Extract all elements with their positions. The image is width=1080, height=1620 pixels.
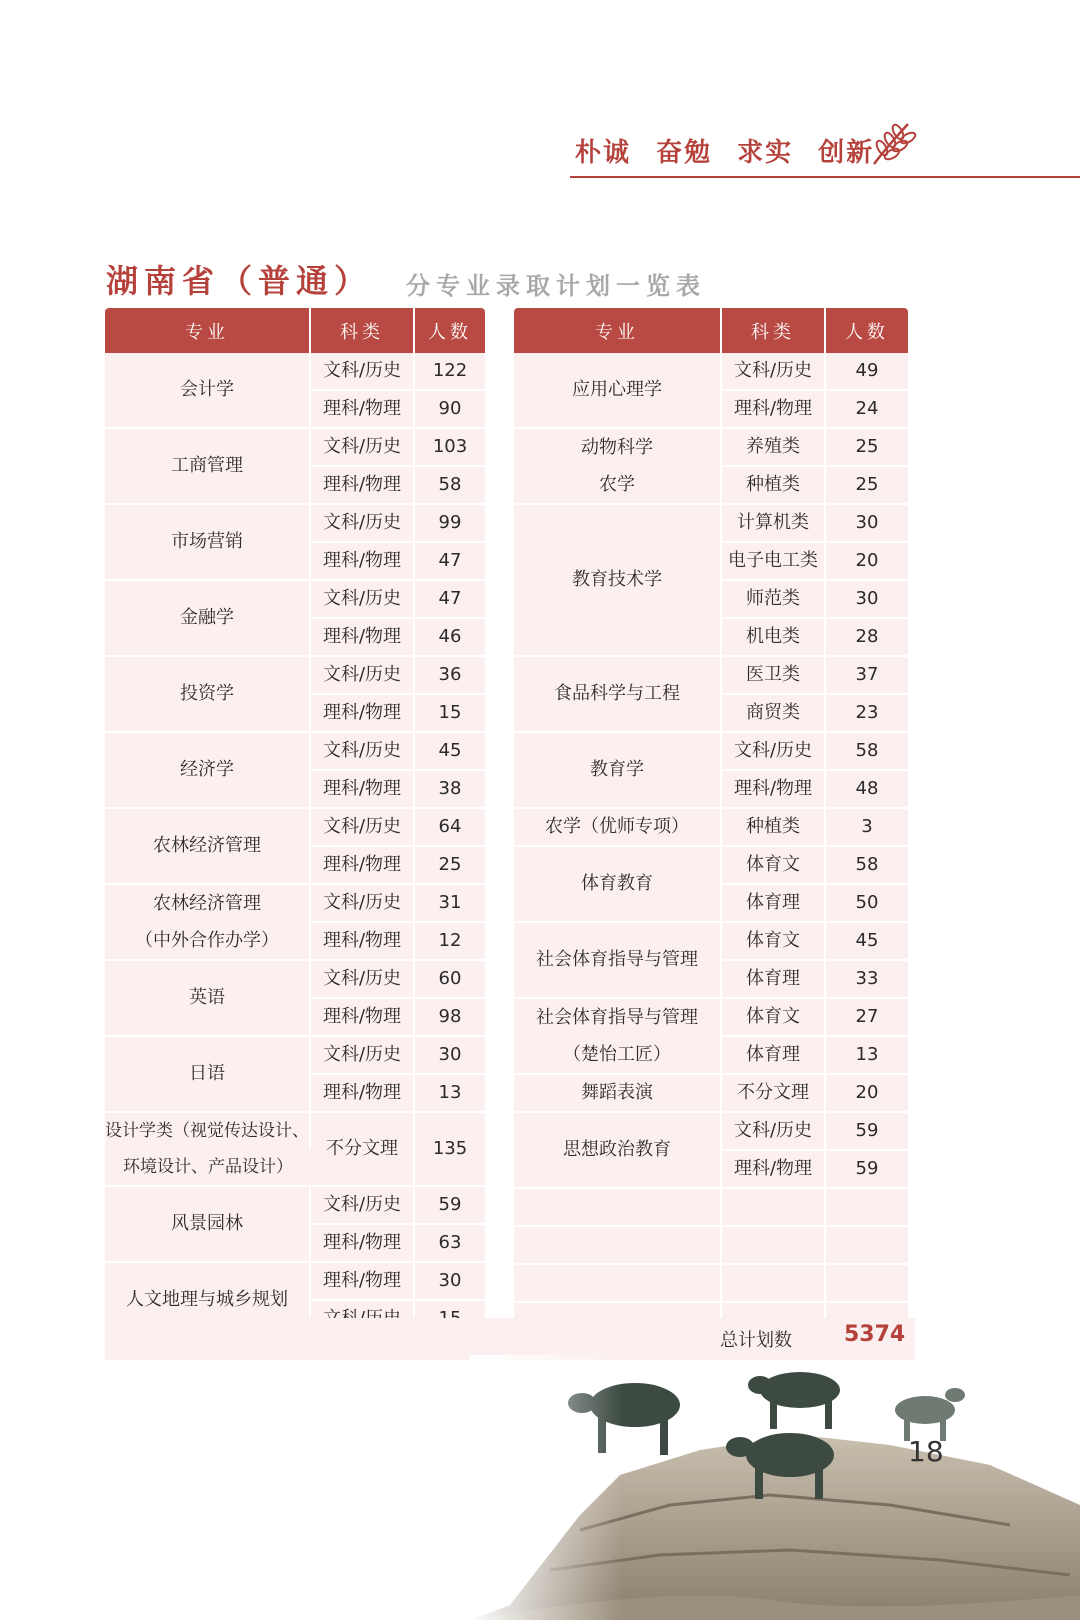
major-cell: 英语 — [105, 961, 311, 1037]
major-cell: 环境设计、产品设计） — [105, 1149, 311, 1187]
col-header-major: 专业 — [514, 308, 722, 353]
page-title: 湖南省（普通） — [106, 262, 373, 300]
count-cell: 47 — [415, 543, 485, 581]
count-cell: 48 — [826, 771, 908, 809]
major-cell: 金融学 — [105, 581, 311, 657]
col-header-count: 人数 — [415, 308, 485, 353]
category-cell: 理科/物理 — [311, 695, 415, 733]
col-header-count: 人数 — [826, 308, 908, 353]
motto-word: 奋勉 — [656, 138, 713, 168]
table-header-row — [105, 308, 485, 353]
count-cell: 59 — [826, 1113, 908, 1151]
category-cell: 理科/物理 — [311, 619, 415, 657]
major-cell: 人文地理与城乡规划 — [105, 1263, 311, 1339]
category-cell: 商贸类 — [722, 695, 826, 733]
major-cell: 动物科学 — [514, 429, 722, 467]
motto-word: 求实 — [737, 138, 794, 168]
table-row — [105, 961, 485, 999]
empty-cell — [514, 1265, 722, 1303]
category-cell: 理科/物理 — [311, 391, 415, 429]
count-cell: 30 — [826, 505, 908, 543]
header-rule — [570, 176, 1080, 178]
count-cell: 13 — [415, 1075, 485, 1113]
major-cell: 日语 — [105, 1037, 311, 1113]
count-cell: 27 — [826, 999, 908, 1037]
major-cell: 思想政治教育 — [514, 1113, 722, 1189]
wheat-icon — [868, 118, 918, 168]
table-row — [105, 1187, 485, 1225]
count-cell: 13 — [826, 1037, 908, 1075]
count-cell: 45 — [415, 733, 485, 771]
count-cell: 59 — [826, 1151, 908, 1189]
count-cell: 20 — [826, 1075, 908, 1113]
category-cell: 医卫类 — [722, 657, 826, 695]
count-cell: 47 — [415, 581, 485, 619]
category-cell: 体育文 — [722, 999, 826, 1037]
category-cell: 理科/物理 — [311, 847, 415, 885]
count-cell: 28 — [826, 619, 908, 657]
count-cell: 25 — [826, 429, 908, 467]
count-cell: 23 — [826, 695, 908, 733]
major-cell: 食品科学与工程 — [514, 657, 722, 733]
table-row — [514, 505, 908, 543]
category-cell: 文科/历史 — [722, 733, 826, 771]
category-cell: 文科/历史 — [311, 1037, 415, 1075]
count-cell: 3 — [826, 809, 908, 847]
empty-cell — [514, 1227, 722, 1265]
table-row — [514, 353, 908, 391]
table-row — [514, 1227, 908, 1265]
category-cell: 文科/历史 — [311, 809, 415, 847]
page-subtitle: 分专业录取计划一览表 — [406, 272, 706, 300]
category-cell: 机电类 — [722, 619, 826, 657]
count-cell: 60 — [415, 961, 485, 999]
category-cell: 体育理 — [722, 885, 826, 923]
table-row — [514, 1075, 908, 1113]
table-row — [105, 581, 485, 619]
category-cell: 师范类 — [722, 581, 826, 619]
major-cell: 社会体育指导与管理 — [514, 923, 722, 999]
category-cell: 不分文理 — [311, 1113, 415, 1187]
category-cell: 理科/物理 — [311, 923, 415, 961]
count-cell: 135 — [415, 1113, 485, 1187]
major-cell: 应用心理学 — [514, 353, 722, 429]
table-row — [105, 733, 485, 771]
category-cell: 文科/历史 — [722, 1113, 826, 1151]
table-row — [105, 1113, 485, 1149]
count-cell: 122 — [415, 353, 485, 391]
empty-cell — [514, 1189, 722, 1227]
empty-cell — [722, 1189, 826, 1227]
count-cell: 25 — [826, 467, 908, 505]
total-row — [105, 1318, 915, 1360]
right-table — [514, 308, 908, 1341]
major-cell: 农学 — [514, 467, 722, 505]
count-cell: 49 — [826, 353, 908, 391]
table-row — [514, 923, 908, 961]
category-cell: 文科/历史 — [311, 1187, 415, 1225]
category-cell: 养殖类 — [722, 429, 826, 467]
category-cell: 不分文理 — [722, 1075, 826, 1113]
motto — [575, 132, 888, 169]
table-row — [514, 847, 908, 885]
category-cell: 理科/物理 — [311, 1263, 415, 1301]
count-cell: 45 — [826, 923, 908, 961]
major-cell: 会计学 — [105, 353, 311, 429]
major-cell: （中外合作办学） — [105, 923, 311, 961]
category-cell: 理科/物理 — [311, 467, 415, 505]
category-cell: 文科/历史 — [311, 657, 415, 695]
empty-cell — [722, 1227, 826, 1265]
category-cell: 理科/物理 — [311, 1225, 415, 1263]
col-header-category: 科类 — [311, 308, 415, 353]
major-cell: 投资学 — [105, 657, 311, 733]
major-cell: 社会体育指导与管理 — [514, 999, 722, 1037]
table-header-row — [514, 308, 908, 353]
major-cell: （楚怡工匠） — [514, 1037, 722, 1075]
count-cell: 24 — [826, 391, 908, 429]
major-cell: 农林经济管理 — [105, 885, 311, 923]
count-cell: 103 — [415, 429, 485, 467]
major-cell: 体育教育 — [514, 847, 722, 923]
count-cell: 46 — [415, 619, 485, 657]
table-row — [105, 923, 485, 961]
count-cell: 58 — [826, 847, 908, 885]
count-cell: 37 — [826, 657, 908, 695]
count-cell: 31 — [415, 885, 485, 923]
count-cell: 36 — [415, 657, 485, 695]
table-row — [105, 429, 485, 467]
category-cell: 文科/历史 — [722, 353, 826, 391]
major-cell: 工商管理 — [105, 429, 311, 505]
table-row — [514, 467, 908, 505]
category-cell: 文科/历史 — [311, 353, 415, 391]
left-table — [105, 308, 485, 1339]
total-label: 总计划数 — [720, 1330, 792, 1351]
col-header-major: 专业 — [105, 308, 311, 353]
bull-sculpture-illustration — [470, 1355, 1080, 1620]
major-cell: 市场营销 — [105, 505, 311, 581]
category-cell: 种植类 — [722, 467, 826, 505]
category-cell: 计算机类 — [722, 505, 826, 543]
category-cell: 文科/历史 — [311, 885, 415, 923]
count-cell: 33 — [826, 961, 908, 999]
empty-cell — [826, 1189, 908, 1227]
table-row — [514, 999, 908, 1037]
category-cell: 电子电工类 — [722, 543, 826, 581]
count-cell: 20 — [826, 543, 908, 581]
category-cell: 体育文 — [722, 923, 826, 961]
category-cell: 体育理 — [722, 1037, 826, 1075]
count-cell: 15 — [415, 695, 485, 733]
motto-word: 朴诚 — [575, 138, 632, 168]
count-cell: 58 — [826, 733, 908, 771]
count-cell: 98 — [415, 999, 485, 1037]
table-row — [514, 1189, 908, 1227]
major-cell: 设计学类（视觉传达设计、 — [105, 1113, 311, 1149]
major-cell: 风景园林 — [105, 1187, 311, 1263]
category-cell: 文科/历史 — [311, 429, 415, 467]
count-cell: 30 — [415, 1263, 485, 1301]
count-cell: 25 — [415, 847, 485, 885]
page-number: 18 — [908, 1435, 944, 1468]
table-row — [514, 1265, 908, 1303]
category-cell: 理科/物理 — [311, 1075, 415, 1113]
major-cell: 教育技术学 — [514, 505, 722, 657]
empty-cell — [722, 1265, 826, 1303]
category-cell: 文科/历史 — [311, 505, 415, 543]
table-row — [514, 809, 908, 847]
category-cell: 理科/物理 — [722, 771, 826, 809]
col-header-category: 科类 — [722, 308, 826, 353]
count-cell: 38 — [415, 771, 485, 809]
count-cell: 58 — [415, 467, 485, 505]
major-cell: 农林经济管理 — [105, 809, 311, 885]
table-row — [105, 809, 485, 847]
table-row — [514, 733, 908, 771]
table-row — [105, 885, 485, 923]
category-cell: 理科/物理 — [722, 391, 826, 429]
major-cell: 农学（优师专项） — [514, 809, 722, 847]
count-cell: 30 — [415, 1037, 485, 1075]
category-cell: 理科/物理 — [311, 999, 415, 1037]
table-row — [514, 429, 908, 467]
category-cell: 文科/历史 — [311, 581, 415, 619]
count-cell: 63 — [415, 1225, 485, 1263]
category-cell: 文科/历史 — [311, 733, 415, 771]
table-row — [514, 1037, 908, 1075]
major-cell: 教育学 — [514, 733, 722, 809]
category-cell: 理科/物理 — [311, 543, 415, 581]
count-cell: 99 — [415, 505, 485, 543]
total-value: 5374 — [844, 1322, 906, 1347]
empty-cell — [826, 1227, 908, 1265]
category-cell: 文科/历史 — [311, 961, 415, 999]
count-cell: 90 — [415, 391, 485, 429]
category-cell: 理科/物理 — [722, 1151, 826, 1189]
count-cell: 30 — [826, 581, 908, 619]
empty-cell — [826, 1265, 908, 1303]
major-cell: 经济学 — [105, 733, 311, 809]
table-row — [105, 1263, 485, 1301]
category-cell: 体育理 — [722, 961, 826, 999]
table-row — [105, 1037, 485, 1075]
category-cell: 体育文 — [722, 847, 826, 885]
motto-word: 创新 — [818, 138, 875, 168]
table-row — [105, 657, 485, 695]
count-cell: 59 — [415, 1187, 485, 1225]
table-row — [105, 353, 485, 391]
category-cell: 种植类 — [722, 809, 826, 847]
major-cell: 舞蹈表演 — [514, 1075, 722, 1113]
table-row — [105, 505, 485, 543]
count-cell: 64 — [415, 809, 485, 847]
table-row — [514, 657, 908, 695]
category-cell: 理科/物理 — [311, 771, 415, 809]
count-cell: 50 — [826, 885, 908, 923]
count-cell: 12 — [415, 923, 485, 961]
table-row — [514, 1113, 908, 1151]
